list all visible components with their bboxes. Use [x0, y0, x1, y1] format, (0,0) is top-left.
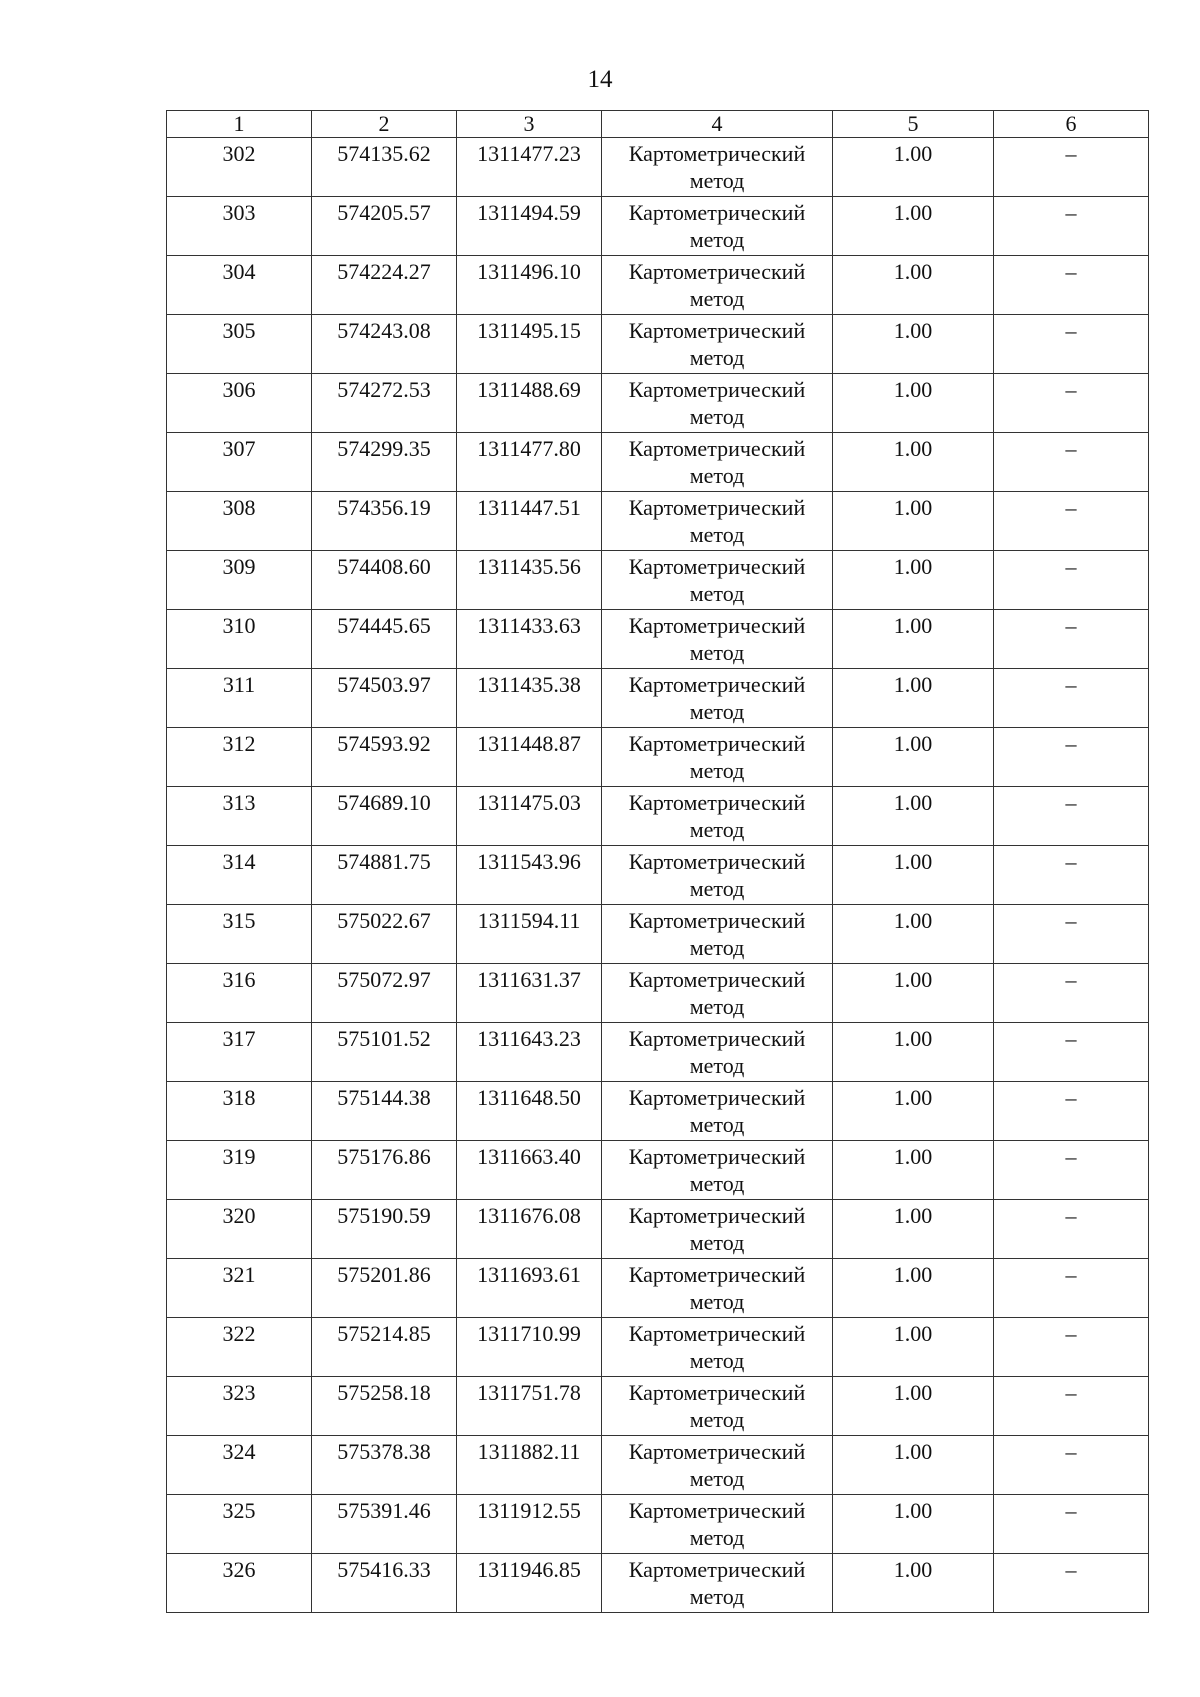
column-header: 3 [457, 111, 602, 138]
table-row [167, 1436, 1149, 1495]
accuracy-cell: 1.00 [833, 787, 994, 846]
x-coordinate-cell: 574503.97 [312, 669, 457, 728]
coordinates-table [166, 110, 1149, 1613]
y-coordinate-cell: 1311496.10 [457, 256, 602, 315]
accuracy-cell: 1.00 [833, 669, 994, 728]
x-coordinate-cell: 575201.86 [312, 1259, 457, 1318]
x-coordinate-cell: 574135.62 [312, 138, 457, 197]
accuracy-cell: 1.00 [833, 197, 994, 256]
method-cell: Картометрический метод [602, 315, 833, 374]
table-row [167, 433, 1149, 492]
method-cell: Картометрический метод [602, 1377, 833, 1436]
accuracy-cell: 1.00 [833, 1554, 994, 1613]
method-cell: Картометрический метод [602, 1259, 833, 1318]
note-cell: – [994, 197, 1149, 256]
accuracy-cell: 1.00 [833, 433, 994, 492]
method-cell: Картометрический метод [602, 1082, 833, 1141]
y-coordinate-cell: 1311631.37 [457, 964, 602, 1023]
method-cell: Картометрический метод [602, 197, 833, 256]
x-coordinate-cell: 574445.65 [312, 610, 457, 669]
table-row [167, 1200, 1149, 1259]
note-cell: – [994, 1436, 1149, 1495]
table-row [167, 315, 1149, 374]
point-number-cell: 318 [167, 1082, 312, 1141]
accuracy-cell: 1.00 [833, 1495, 994, 1554]
method-cell: Картометрический метод [602, 256, 833, 315]
note-cell: – [994, 964, 1149, 1023]
point-number-cell: 325 [167, 1495, 312, 1554]
table-row [167, 374, 1149, 433]
point-number-cell: 317 [167, 1023, 312, 1082]
table-row [167, 846, 1149, 905]
y-coordinate-cell: 1311435.38 [457, 669, 602, 728]
table-row [167, 964, 1149, 1023]
table-row [167, 1141, 1149, 1200]
accuracy-cell: 1.00 [833, 964, 994, 1023]
table-row [167, 1377, 1149, 1436]
note-cell: – [994, 1082, 1149, 1141]
y-coordinate-cell: 1311435.56 [457, 551, 602, 610]
x-coordinate-cell: 575144.38 [312, 1082, 457, 1141]
table-row [167, 669, 1149, 728]
note-cell: – [994, 551, 1149, 610]
table-row [167, 197, 1149, 256]
table-row [167, 492, 1149, 551]
point-number-cell: 319 [167, 1141, 312, 1200]
note-cell: – [994, 1259, 1149, 1318]
y-coordinate-cell: 1311946.85 [457, 1554, 602, 1613]
x-coordinate-cell: 575190.59 [312, 1200, 457, 1259]
x-coordinate-cell: 574408.60 [312, 551, 457, 610]
point-number-cell: 310 [167, 610, 312, 669]
accuracy-cell: 1.00 [833, 905, 994, 964]
accuracy-cell: 1.00 [833, 728, 994, 787]
note-cell: – [994, 669, 1149, 728]
accuracy-cell: 1.00 [833, 315, 994, 374]
method-cell: Картометрический метод [602, 610, 833, 669]
point-number-cell: 321 [167, 1259, 312, 1318]
x-coordinate-cell: 574299.35 [312, 433, 457, 492]
method-cell: Картометрический метод [602, 905, 833, 964]
point-number-cell: 307 [167, 433, 312, 492]
point-number-cell: 308 [167, 492, 312, 551]
accuracy-cell: 1.00 [833, 1200, 994, 1259]
y-coordinate-cell: 1311447.51 [457, 492, 602, 551]
y-coordinate-cell: 1311494.59 [457, 197, 602, 256]
method-cell: Картометрический метод [602, 787, 833, 846]
y-coordinate-cell: 1311676.08 [457, 1200, 602, 1259]
method-cell: Картометрический метод [602, 433, 833, 492]
note-cell: – [994, 846, 1149, 905]
note-cell: – [994, 492, 1149, 551]
table-row [167, 1554, 1149, 1613]
method-cell: Картометрический метод [602, 846, 833, 905]
point-number-cell: 309 [167, 551, 312, 610]
accuracy-cell: 1.00 [833, 610, 994, 669]
table-row [167, 1259, 1149, 1318]
y-coordinate-cell: 1311448.87 [457, 728, 602, 787]
y-coordinate-cell: 1311751.78 [457, 1377, 602, 1436]
note-cell: – [994, 1554, 1149, 1613]
table-row [167, 1495, 1149, 1554]
column-header: 1 [167, 111, 312, 138]
note-cell: – [994, 1318, 1149, 1377]
note-cell: – [994, 1200, 1149, 1259]
accuracy-cell: 1.00 [833, 1259, 994, 1318]
table-header [167, 111, 1149, 138]
y-coordinate-cell: 1311594.11 [457, 905, 602, 964]
note-cell: – [994, 787, 1149, 846]
x-coordinate-cell: 574272.53 [312, 374, 457, 433]
point-number-cell: 320 [167, 1200, 312, 1259]
accuracy-cell: 1.00 [833, 492, 994, 551]
accuracy-cell: 1.00 [833, 256, 994, 315]
method-cell: Картометрический метод [602, 138, 833, 197]
y-coordinate-cell: 1311648.50 [457, 1082, 602, 1141]
note-cell: – [994, 138, 1149, 197]
point-number-cell: 306 [167, 374, 312, 433]
note-cell: – [994, 1495, 1149, 1554]
note-cell: – [994, 433, 1149, 492]
y-coordinate-cell: 1311488.69 [457, 374, 602, 433]
point-number-cell: 312 [167, 728, 312, 787]
point-number-cell: 304 [167, 256, 312, 315]
table-body [167, 138, 1149, 1613]
y-coordinate-cell: 1311912.55 [457, 1495, 602, 1554]
y-coordinate-cell: 1311643.23 [457, 1023, 602, 1082]
accuracy-cell: 1.00 [833, 846, 994, 905]
accuracy-cell: 1.00 [833, 1023, 994, 1082]
accuracy-cell: 1.00 [833, 1436, 994, 1495]
x-coordinate-cell: 574205.57 [312, 197, 457, 256]
table-row [167, 1023, 1149, 1082]
table-row [167, 610, 1149, 669]
note-cell: – [994, 315, 1149, 374]
column-header: 4 [602, 111, 833, 138]
x-coordinate-cell: 575072.97 [312, 964, 457, 1023]
point-number-cell: 316 [167, 964, 312, 1023]
point-number-cell: 315 [167, 905, 312, 964]
x-coordinate-cell: 575176.86 [312, 1141, 457, 1200]
method-cell: Картометрический метод [602, 374, 833, 433]
method-cell: Картометрический метод [602, 1495, 833, 1554]
table-row [167, 138, 1149, 197]
note-cell: – [994, 905, 1149, 964]
y-coordinate-cell: 1311543.96 [457, 846, 602, 905]
accuracy-cell: 1.00 [833, 1082, 994, 1141]
note-cell: – [994, 1377, 1149, 1436]
note-cell: – [994, 374, 1149, 433]
accuracy-cell: 1.00 [833, 1377, 994, 1436]
y-coordinate-cell: 1311477.80 [457, 433, 602, 492]
method-cell: Картометрический метод [602, 1554, 833, 1613]
x-coordinate-cell: 575022.67 [312, 905, 457, 964]
method-cell: Картометрический метод [602, 728, 833, 787]
method-cell: Картометрический метод [602, 1318, 833, 1377]
x-coordinate-cell: 574356.19 [312, 492, 457, 551]
table-row [167, 787, 1149, 846]
point-number-cell: 326 [167, 1554, 312, 1613]
x-coordinate-cell: 575101.52 [312, 1023, 457, 1082]
accuracy-cell: 1.00 [833, 1318, 994, 1377]
table-row [167, 1082, 1149, 1141]
point-number-cell: 313 [167, 787, 312, 846]
method-cell: Картометрический метод [602, 1436, 833, 1495]
note-cell: – [994, 1023, 1149, 1082]
method-cell: Картометрический метод [602, 669, 833, 728]
y-coordinate-cell: 1311477.23 [457, 138, 602, 197]
x-coordinate-cell: 574689.10 [312, 787, 457, 846]
column-header: 5 [833, 111, 994, 138]
point-number-cell: 314 [167, 846, 312, 905]
y-coordinate-cell: 1311433.63 [457, 610, 602, 669]
accuracy-cell: 1.00 [833, 1141, 994, 1200]
column-header: 6 [994, 111, 1149, 138]
x-coordinate-cell: 574243.08 [312, 315, 457, 374]
table-row [167, 551, 1149, 610]
point-number-cell: 311 [167, 669, 312, 728]
y-coordinate-cell: 1311882.11 [457, 1436, 602, 1495]
y-coordinate-cell: 1311495.15 [457, 315, 602, 374]
page-number: 14 [587, 66, 613, 93]
point-number-cell: 324 [167, 1436, 312, 1495]
x-coordinate-cell: 574881.75 [312, 846, 457, 905]
y-coordinate-cell: 1311663.40 [457, 1141, 602, 1200]
accuracy-cell: 1.00 [833, 551, 994, 610]
table-row [167, 728, 1149, 787]
x-coordinate-cell: 575391.46 [312, 1495, 457, 1554]
accuracy-cell: 1.00 [833, 374, 994, 433]
x-coordinate-cell: 574593.92 [312, 728, 457, 787]
method-cell: Картометрический метод [602, 492, 833, 551]
x-coordinate-cell: 575378.38 [312, 1436, 457, 1495]
y-coordinate-cell: 1311710.99 [457, 1318, 602, 1377]
note-cell: – [994, 610, 1149, 669]
method-cell: Картометрический метод [602, 1023, 833, 1082]
point-number-cell: 323 [167, 1377, 312, 1436]
point-number-cell: 322 [167, 1318, 312, 1377]
accuracy-cell: 1.00 [833, 138, 994, 197]
header-row [167, 111, 1149, 138]
point-number-cell: 303 [167, 197, 312, 256]
column-header: 2 [312, 111, 457, 138]
note-cell: – [994, 1141, 1149, 1200]
x-coordinate-cell: 575416.33 [312, 1554, 457, 1613]
table-row [167, 905, 1149, 964]
point-number-cell: 305 [167, 315, 312, 374]
x-coordinate-cell: 575214.85 [312, 1318, 457, 1377]
method-cell: Картометрический метод [602, 1141, 833, 1200]
x-coordinate-cell: 574224.27 [312, 256, 457, 315]
table-row [167, 1318, 1149, 1377]
x-coordinate-cell: 575258.18 [312, 1377, 457, 1436]
y-coordinate-cell: 1311475.03 [457, 787, 602, 846]
point-number-cell: 302 [167, 138, 312, 197]
method-cell: Картометрический метод [602, 1200, 833, 1259]
method-cell: Картометрический метод [602, 551, 833, 610]
y-coordinate-cell: 1311693.61 [457, 1259, 602, 1318]
method-cell: Картометрический метод [602, 964, 833, 1023]
note-cell: – [994, 256, 1149, 315]
table-row [167, 256, 1149, 315]
note-cell: – [994, 728, 1149, 787]
